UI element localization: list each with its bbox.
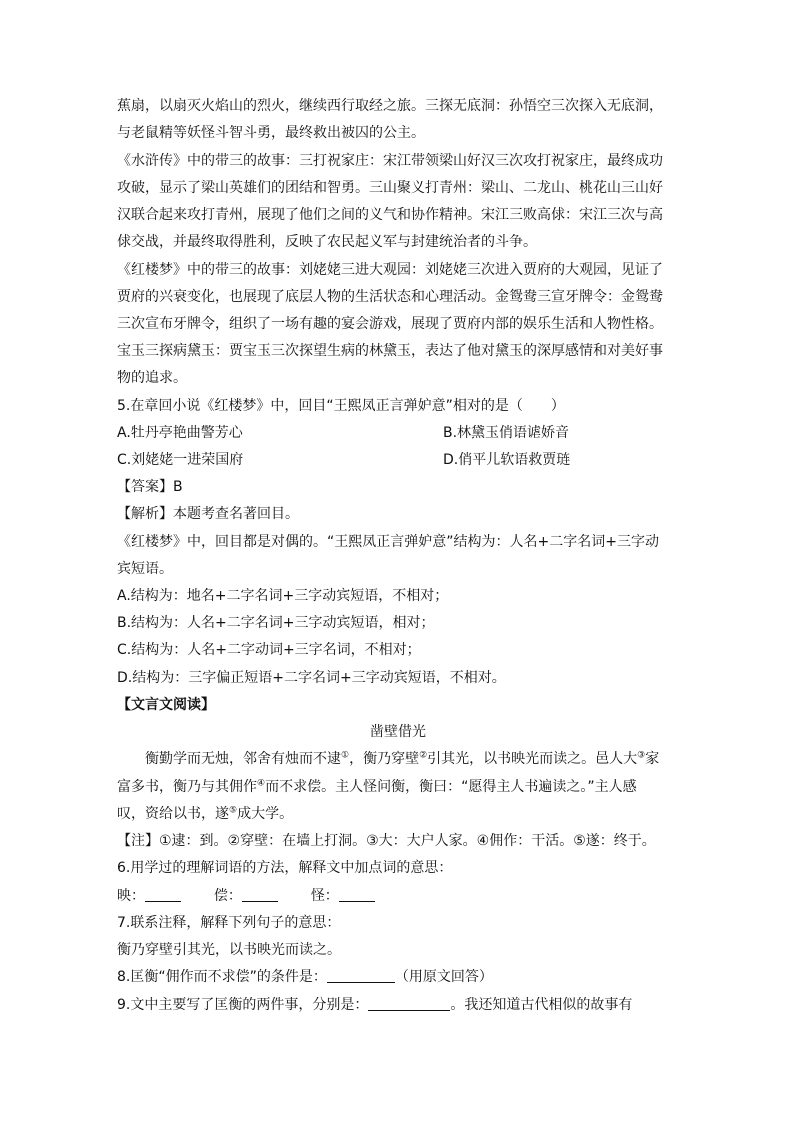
paragraph-line: 攻破，显示了梁山英雄们的团结和智勇。三山聚义打青州：梁山、二龙山、桃花山三山好 [117, 180, 663, 196]
paragraph-line: 汉联合起来攻打青州，展现了他们之间的义气和协作精神。宋江三败高俅：宋江三次与高 [117, 207, 663, 223]
analysis-line: C.结构为：人名+二字动词+三字名词，不相对； [117, 642, 421, 658]
passage-line: 衡勤学而无烛，邻舍有烛而不逮①，衡乃穿壁②引其光，以书映光而读之。邑人大③家 [145, 750, 660, 767]
analysis-line: D.结构为：三字偏正短语+二字名词+三字动宾短语，不相对。 [117, 670, 506, 686]
option-d: D.俏平儿软语救贾琏 [443, 452, 571, 468]
passage-line: 叹，资给以书，遂⑤成大学。 [117, 805, 294, 822]
analysis-line: 宾短语。 [117, 561, 173, 577]
paragraph-line: 宝玉三探病黛玉：贾宝玉三次探望生病的林黛玉，表达了他对黛玉的深厚感情和对美好事 [117, 343, 663, 359]
paragraph-line: 贾府的兴衰变化，也展现了底层人物的生活状态和心理活动。金鸳鸯三宣牙牌令：金鸳鸯 [117, 289, 663, 305]
paragraph-line: 蕉扇，以扇灭火焰山的烈火，继续西行取经之旅。三探无底洞：孙悟空三次探入无底洞， [117, 98, 663, 114]
question-7-stem: 7.联系注释，解释下列句子的意思： [117, 915, 341, 931]
paragraph-line: 《红楼梦》中的带三的故事：刘姥姥三进大观园：刘姥姥三次进入贾府的大观园，见证了 [117, 262, 663, 278]
answer-blank[interactable] [368, 996, 450, 1011]
analysis-line: A.结构为：地名+二字名词+三字动宾短语，不相对； [117, 588, 449, 604]
question-6-stem: 6.用学过的理解词语的方法，解释文中加点词的意思： [117, 860, 453, 876]
notes-line: 【注】①逮：到。②穿壁：在墙上打洞。③大：大户人家。④佣作：干活。⑤遂：终于。 [117, 833, 656, 849]
paragraph-line: 物的追求。 [117, 370, 187, 386]
answer-blank[interactable] [327, 968, 395, 983]
question-5-stem: 5.在章回小说《红楼梦》中，回目“王熙凤正言弹妒意”相对的是（ ） [117, 398, 565, 414]
question-8: 8.匡衡“佣作而不求偿”的条件是： （用原文回答） [117, 969, 493, 985]
analysis-line: B.结构为：人名+二字名词+三字动宾短语，相对； [117, 615, 435, 631]
analysis-line: 【解析】本题考查名著回目。 [117, 506, 299, 522]
question-9: 9.文中主要写了匡衡的两件事，分别是： 。我还知道古代相似的故事有 [117, 997, 633, 1013]
answer-blank[interactable] [339, 887, 375, 902]
passage-line: 富多书，衡乃与其佣作④而不求偿。主人怪问衡，衡曰：“愿得主人书遍读之。”主人感 [117, 778, 637, 795]
passage-title: 凿壁借光 [370, 724, 426, 740]
option-a: A.牡丹亭艳曲警芳心 [117, 425, 243, 441]
paragraph-line: 俅交战，并最终取得胜利，反映了农民起义军与封建统治者的斗争。 [117, 234, 537, 250]
analysis-line: 《红楼梦》中，回目都是对偶的。“王熙凤正言弹妒意”结构为：人名+二字名词+三字动 [117, 534, 659, 550]
section-title: 【文言文阅读】 [117, 697, 215, 713]
paragraph-line: 三次宣布牙牌令，组织了一场有趣的宴会游戏，展现了贾府内部的娱乐生活和人物性格。 [117, 316, 663, 332]
answer-line: 【答案】B [117, 479, 183, 495]
paragraph-line: 《水浒传》中的带三的故事：三打祝家庄：宋江带领梁山好汉三次攻打祝家庄，最终成功 [117, 153, 663, 169]
paragraph-line: 与老鼠精等妖怪斗智斗勇，最终救出被囚的公主。 [117, 125, 425, 141]
answer-blank[interactable] [145, 887, 181, 902]
option-b: B.林黛玉俏语谑娇音 [443, 425, 570, 441]
question-7-sentence: 衡乃穿壁引其光，以书映光而读之。 [117, 942, 341, 958]
option-c: C.刘姥姥一进荣国府 [117, 452, 244, 468]
question-6-blanks: 映： 偿： 怪： [117, 886, 679, 906]
answer-blank[interactable] [242, 887, 278, 902]
